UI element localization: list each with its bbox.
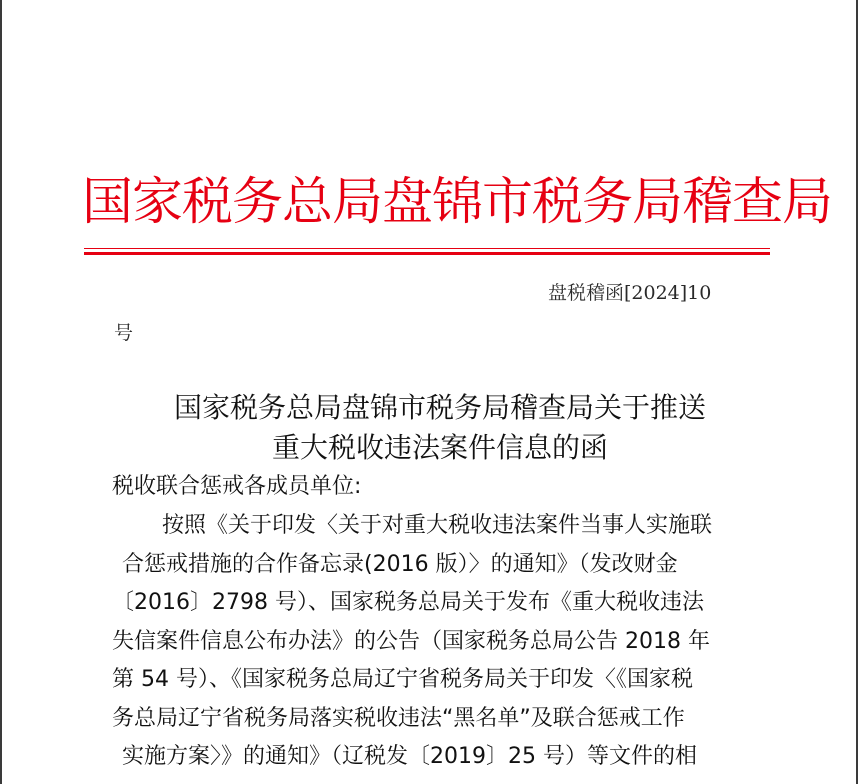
body-line: 失信案件信息公布办法》的公告（国家税务总局公告 2018 年 bbox=[112, 628, 710, 654]
letterhead-rule-thick bbox=[84, 252, 770, 255]
body-line: 合惩戒措施的合作备忘录(2016 版）〉的通知》（发改财金 bbox=[122, 551, 678, 577]
body-line: 〔2016〕2798 号）、国家税务总局关于发布《重大税收违法 bbox=[112, 590, 704, 615]
letterhead-rule-thin bbox=[84, 248, 770, 249]
document-number: 盘税稽函[2024]10 bbox=[548, 282, 712, 304]
body-line: 第 54 号）、《国家税务总局辽宁省税务局关于印发〈《国家税 bbox=[112, 667, 693, 692]
body-paragraph bbox=[112, 507, 752, 777]
letterhead-org-name: 国家税务总局盘锦市税务局稽查局 bbox=[82, 173, 833, 232]
document-title-line-2: 重大税收违法案件信息的函 bbox=[271, 431, 608, 464]
salutation: 税收联合惩戒各成员单位: bbox=[112, 474, 362, 499]
body-line: 务总局辽宁省税务局落实税收违法“黑名单”及联合惩戒工作 bbox=[112, 705, 685, 731]
document-title bbox=[100, 388, 780, 468]
body-line: 按照《关于印发〈关于对重大税收违法案件当事人实施联 bbox=[162, 513, 713, 538]
document-number-tail: 号 bbox=[114, 322, 134, 344]
document-title-line-1: 国家税务总局盘锦市税务局稽查局关于推送 bbox=[173, 391, 706, 424]
body-line: 实施方案〉》的通知》（辽税发〔2019〕25 号）等文件的相 bbox=[122, 744, 697, 769]
